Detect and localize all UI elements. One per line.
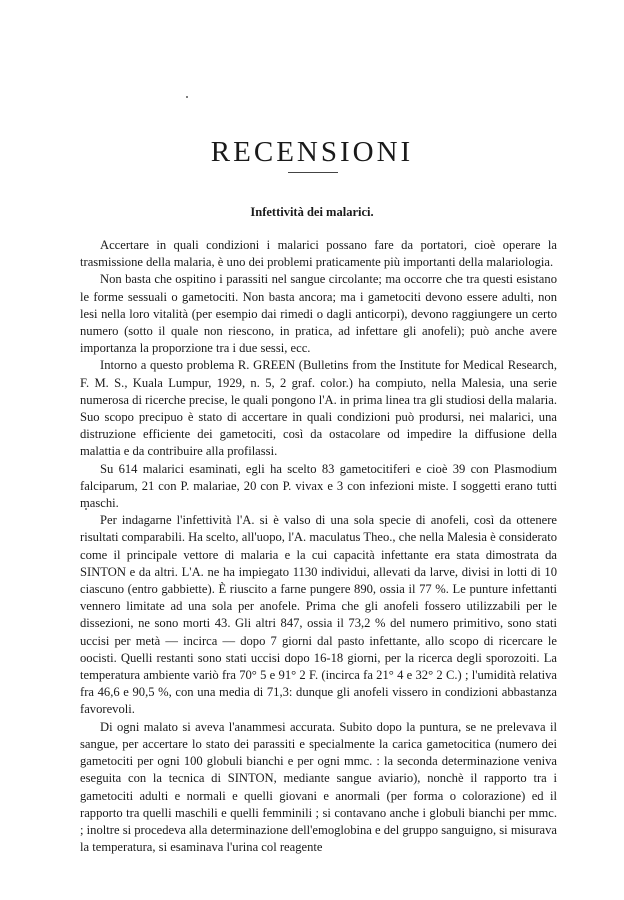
paragraph: Non basta che ospitino i parassiti nel sangue circolante; ma occorre che tra questi esistano le forme sessuali o gametociti. Non basta ancora; ma i gametociti devono essere adulti, non lesi nella loro vitalità (per esempio dai rimedi o dagli anticorpi), devono raggiungere un certo numero (sotto il quale non riescono, in pratica, ad infettare gli anofeli); può anche avere importanza la proporzione tra i due sessi, ecc. [80,272,557,356]
title-rule [288,172,338,173]
paragraph: Di ogni malato si aveva l'anammesi accurata. Subito dopo la puntura, se ne prelevava il sangue, per accertare lo stato dei parassiti e specialmente la carica gametocitica (numero dei gametociti per ogni 100 globuli bianchi e per ogni mmc. : la seconda determinazione veniva eseguita con la tecnica di SINTON, mediante sangue aviario), nonchè il rapporto tra i gametociti adulti e normali e quelli giovani e anormali (per forma o colorazione) ed il rapporto tra quelli maschili e quelli femminili ; si contavano anche i globuli bianchi per mmc. ; inoltre si procedeva alla determinazione dell'emoglobina e del gruppo sanguigno, si misurava la temperatura, si esaminava l'urina col reagente [80,719,557,855]
paragraph: Su 614 malarici esaminati, egli ha scelto 83 gametocitiferi e cioè 39 con Plasmodium falciparum, 21 con P. malariae, 20 con P. vivax e 3 con infezioni miste. I soggetti erano tutti maschi. [80,461,557,511]
paragraph: Accertare in quali condizioni i malarici possano fare da portatori, cioè operare la trasmissione della malaria, è uno dei problemi praticamente più importanti della malariologia. [80,238,557,270]
speck [186,96,188,98]
paragraph: Per indagarne l'infettività l'A. si è valso di una sola specie di anofeli, così da ottenere risultati comparabili. Ha scelto, all'uopo, l'A. maculatus Theo., che nella Malesia è considerato come il principale vettore di malaria e la cui capacità infettante era stata dimostrata da SINTON e da altri. L'A. ne ha impiegato 1130 individui, allevati da larve, divisi in lotti di 10 ciascuno (entro gabbiette). È riuscito a farne pungere 890, ossia il 77 %. Le punture infettanti vennero limitate ad una sola per anofele. Prima che gli anofeli fossero utilizzabili per le dissezioni, ne sono morti 43. Gli altri 847, ossia il 73,2 % del numero primitivo, sono stati uccisi per metà — incirca — dopo 7 giorni dal pasto infettante, allo scopo di ricercare le oocisti. Quelli restanti sono stati uccisi dopo 16-18 giorni, per la ricerca degli sporozoiti. La temperatura ambiente variò fra 70° 5 e 91° 2 F. (incirca fa 21° 4 e 32° 2 C.) ; l'umidità relativa fra 46,6 e 90,5 %, con una media di 71,3: dunque gli anofeli vissero in condizioni abbastanza favorevoli. [80,513,557,717]
paragraph: Intorno a questo problema R. GREEN (Bulletins from the Institute for Medical Research, F. M. S., Kuala Lumpur, 1929, n. 5, 2 graf. color.) ha compiuto, nella Malesia, una serie numerosa di ricerche precise, le quali pongono l'A. in prima linea tra gli studiosi della malaria. Suo scopo precipuo è stato di accertare in quali condizioni può prodursi, nei malarici, una distruzione efficiente dei gametociti, così da ostacolare od impedire la diffusione della malattia e da contribuire alla profilassi. [80,358,557,459]
article-subtitle: Infettività dei malarici. [250,205,374,219]
page-title: RECENSIONI [210,136,414,168]
article-body [80,237,557,856]
